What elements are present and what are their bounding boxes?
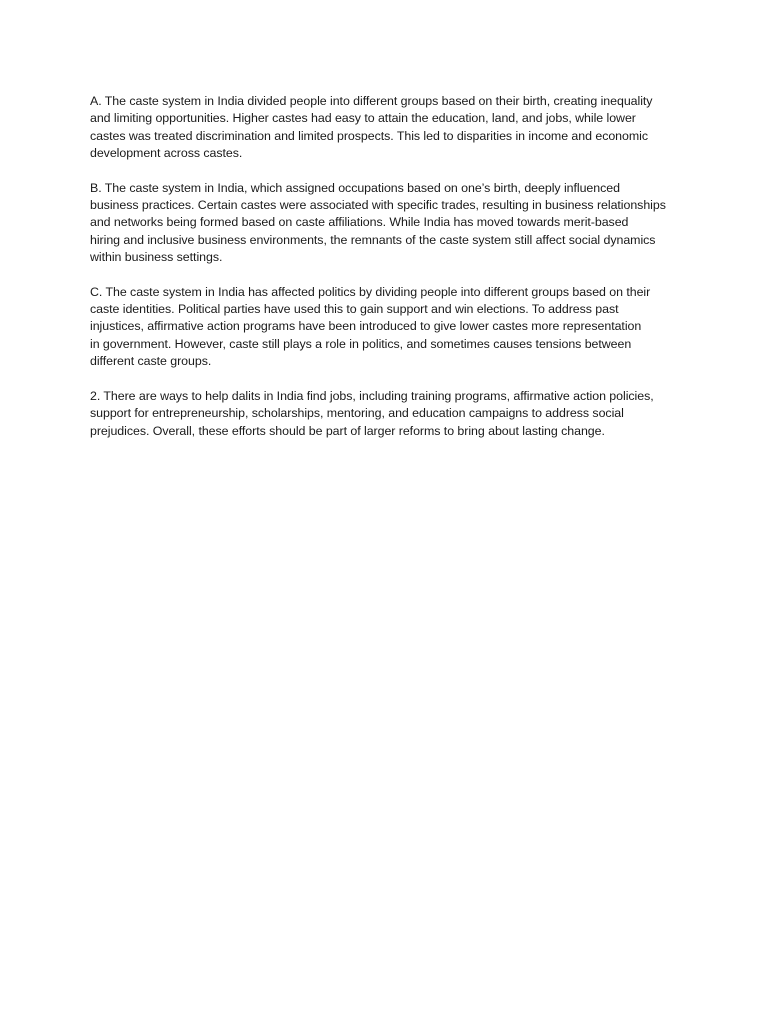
paragraph-line: in government. However, caste still plays a role in politics, and sometimes causes tensions between — [90, 336, 632, 351]
paragraph-line: A. The caste system in India divided people into different groups based on their birth, creating inequality — [90, 94, 653, 108]
paragraph-2 — [90, 388, 682, 440]
paragraph-line: 2. There are ways to help dalits in India find jobs, including training programs, affirmative action policies, — [90, 388, 654, 403]
paragraph-line: and limiting opportunities. Higher castes had easy to attain the education, land, and jobs, while lower — [90, 111, 636, 126]
paragraph-b — [90, 180, 682, 267]
paragraph-line: injustices, affirmative action programs have been introduced to give lower castes more representation — [90, 319, 642, 334]
paragraph-line: development across castes. — [90, 146, 243, 161]
paragraph-line: support for entrepreneurship, scholarships, mentoring, and education campaigns to address social — [90, 406, 624, 421]
paragraph-c — [90, 284, 682, 371]
paragraph-line: caste identities. Political parties have used this to gain support and win elections. To address past — [90, 302, 619, 317]
document-body — [90, 93, 682, 457]
paragraph-line: within business settings. — [90, 250, 223, 265]
paragraph-a — [90, 93, 682, 163]
paragraph-line: castes was treated discrimination and limited prospects. This led to disparities in income and economic — [90, 128, 648, 143]
paragraph-line: C. The caste system in India has affected politics by dividing people into different groups based on their — [90, 284, 651, 299]
paragraph-line: different caste groups. — [90, 354, 212, 369]
paragraph-line: prejudices. Overall, these efforts should be part of larger reforms to bring about lasting change. — [90, 423, 605, 438]
paragraph-line: hiring and inclusive business environments, the remnants of the caste system still affect social dynamics — [90, 232, 656, 247]
paragraph-line: and networks being formed based on caste affiliations. While India has moved towards merit-based — [90, 215, 629, 230]
paragraph-line: B. The caste system in India, which assigned occupations based on one’s birth, deeply influenced — [90, 180, 620, 195]
paragraph-line: business practices. Certain castes were associated with specific trades, resulting in business relationships — [90, 198, 666, 213]
